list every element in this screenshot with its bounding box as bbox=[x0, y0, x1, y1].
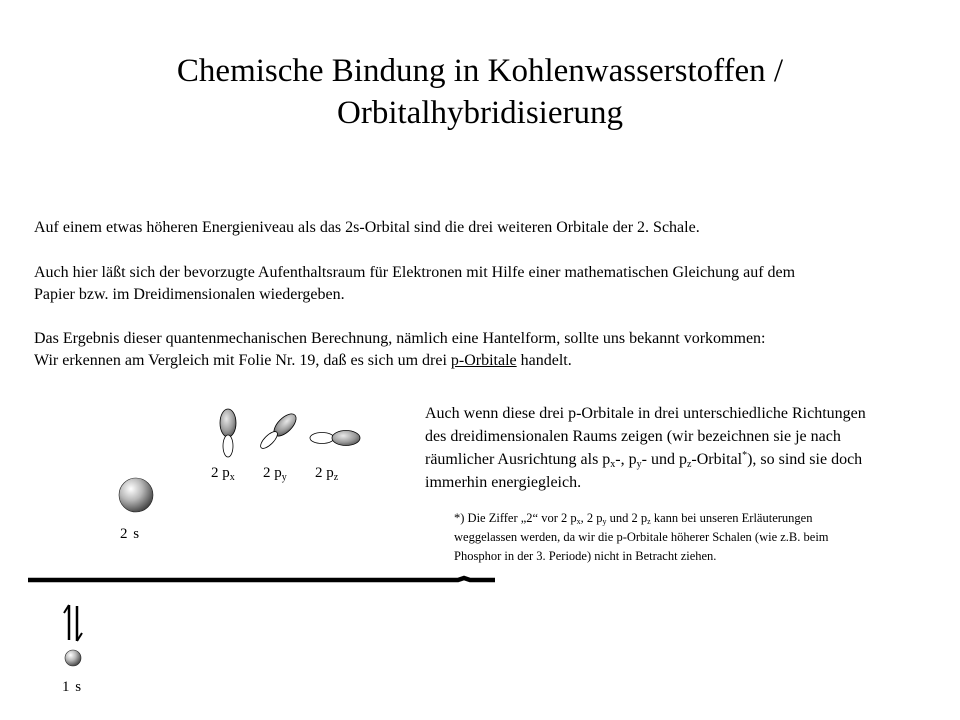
electron-pair-arrows bbox=[64, 605, 82, 641]
label-2px-sub: x bbox=[229, 472, 235, 483]
side-line-2: des dreidimensionalen Raums zeigen (wir bezeichnen sie je nach bbox=[425, 428, 841, 445]
side-sub-y: y bbox=[636, 459, 642, 470]
label-2px-prefix: 2 p bbox=[211, 465, 230, 481]
footnote-sub-z: z bbox=[647, 517, 651, 526]
footnote-sub-x: x bbox=[576, 517, 581, 526]
2px-orbital-shape bbox=[220, 409, 236, 457]
label-2py bbox=[263, 464, 287, 482]
footnote-d: kann bei unseren Erläuterungen bbox=[650, 511, 813, 525]
footnote-sub-y: y bbox=[602, 517, 607, 526]
footnote-line-3: Phosphor in der 3. Periode) nicht in Betracht ziehen. bbox=[454, 549, 717, 563]
label-2pz-prefix: 2 p bbox=[315, 465, 334, 481]
label-2px bbox=[211, 464, 235, 482]
side-sub-z: z bbox=[686, 459, 692, 470]
paragraph-3-line-1: Das Ergebnis dieser quantenmechanischen Berechnung, nämlich eine Hantelform, sollte uns bekannt vorkommen: bbox=[34, 330, 766, 347]
energy-level-line bbox=[28, 578, 495, 580]
side-line-1: Auch wenn diese drei p-Orbitale in drei unterschiedliche Richtungen bbox=[425, 405, 866, 422]
footnote-a: *) Die Ziffer „2“ vor 2 p bbox=[454, 511, 577, 525]
label-2pz-sub: z bbox=[333, 472, 339, 483]
2py-orbital-shape bbox=[258, 410, 300, 451]
footnote-c: und 2 p bbox=[606, 511, 648, 525]
label-2py-sub: y bbox=[281, 472, 287, 483]
2s-orbital-sphere bbox=[119, 478, 153, 512]
paragraph-3-line-2-end: handelt. bbox=[516, 352, 572, 369]
paragraph-2-line-1: Auch hier läßt sich der bevorzugte Aufenthaltsraum für Elektronen mit Hilfe einer mathematischen Gleichung auf dem bbox=[34, 264, 796, 281]
p-orbitale-link[interactable]: p-Orbitale bbox=[450, 352, 517, 369]
paragraph-3-line-2-start: Wir erkennen am Vergleich mit Folie Nr. 19, daß es sich um drei bbox=[34, 352, 451, 369]
side-line-3-e: ), so sind sie doch bbox=[747, 451, 863, 468]
side-line-3-a: räumlicher Ausrichtung als p bbox=[425, 451, 611, 468]
side-sub-x: x bbox=[610, 459, 616, 470]
label-2py-prefix: 2 p bbox=[263, 465, 282, 481]
footnote-line-2: weggelassen werden, da wir die p-Orbitale höherer Schalen (wie z.B. beim bbox=[454, 530, 829, 544]
2pz-orbital-shape bbox=[310, 431, 360, 446]
1s-orbital-sphere bbox=[65, 650, 81, 666]
side-footnote-star: * bbox=[742, 450, 748, 461]
label-2s: 2 s bbox=[120, 526, 141, 542]
footnote-b: , 2 p bbox=[580, 511, 603, 525]
title-line-1: Chemische Bindung in Kohlenwasserstoffen / bbox=[176, 53, 784, 89]
side-line-3-b: -, p bbox=[615, 451, 637, 468]
side-line-3-d: -Orbital bbox=[691, 451, 743, 468]
side-line-3-c: - und p bbox=[641, 451, 687, 468]
title-line-2: Orbitalhybridisierung bbox=[337, 95, 623, 131]
paragraph-1-text: Auf einem etwas höheren Energieniveau als das 2s-Orbital sind die drei weiteren Orbitale der 2. Schale. bbox=[34, 219, 700, 236]
side-line-4: immerhin energiegleich. bbox=[425, 474, 582, 491]
label-2pz bbox=[315, 464, 338, 482]
paragraph-2-line-2: Papier bzw. im Dreidimensionalen wiedergeben. bbox=[34, 286, 345, 303]
label-1s: 1 s bbox=[62, 679, 83, 695]
